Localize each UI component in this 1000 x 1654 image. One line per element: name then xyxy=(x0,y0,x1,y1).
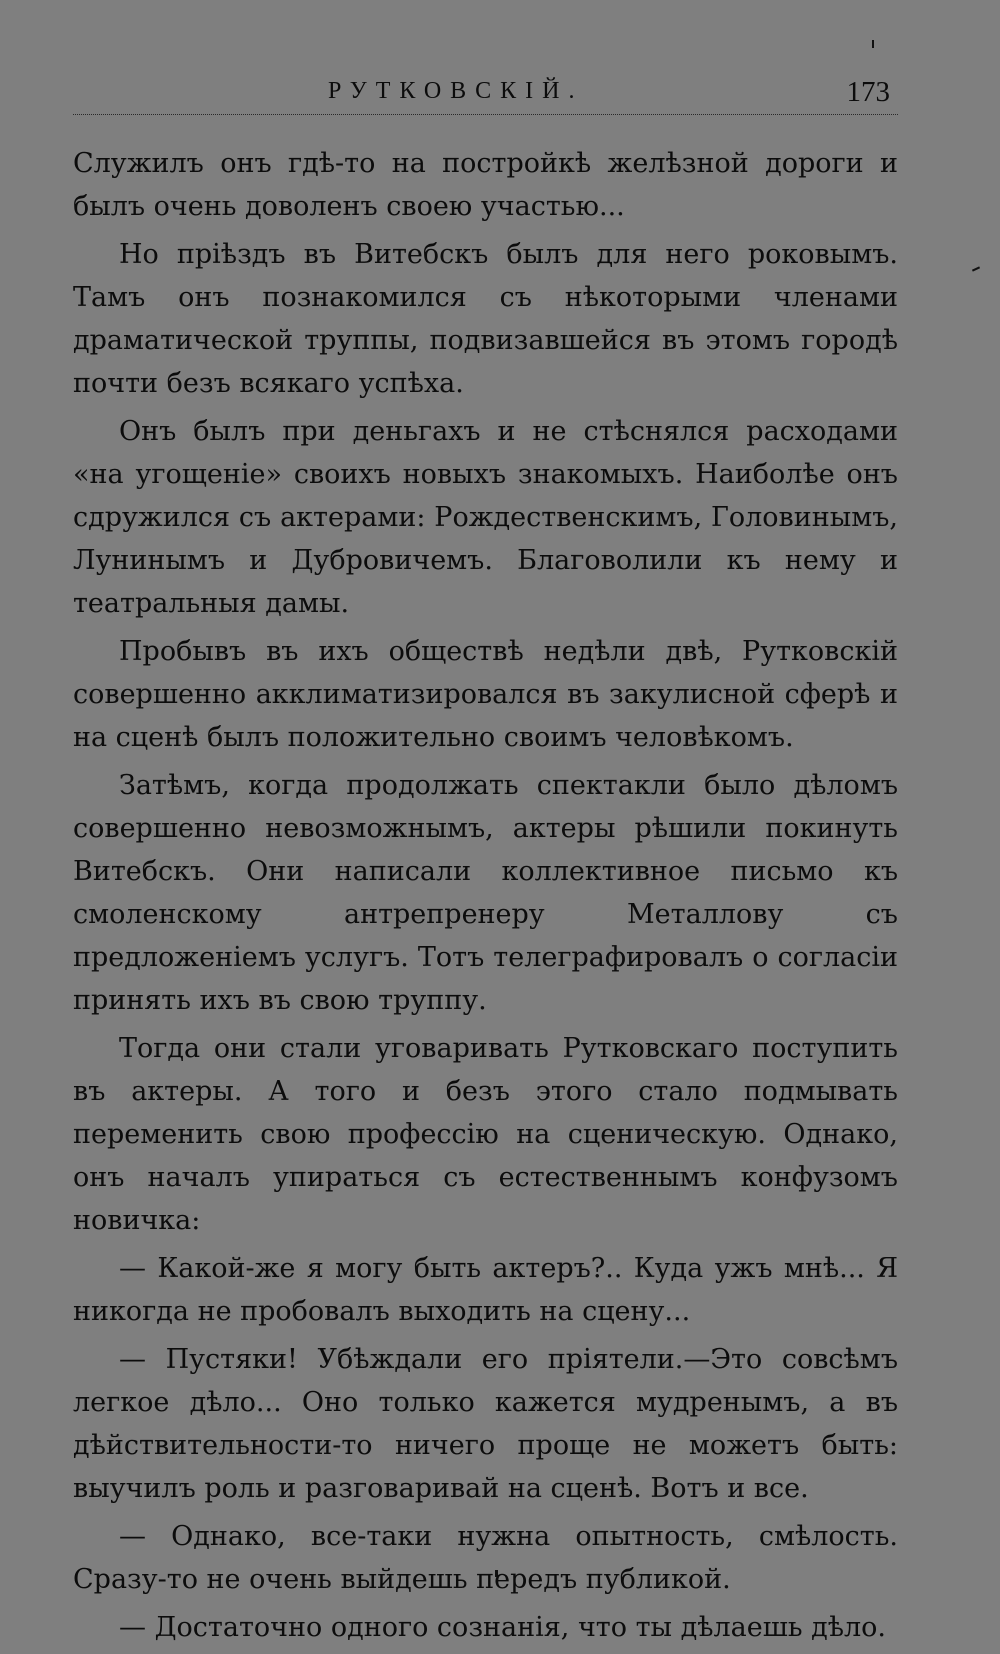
dialogue-line: — Достаточно одного сознанія, что ты дѣлаешь дѣло. xyxy=(119,1612,887,1643)
paragraph: Тогда они стали уговаривать Рутковскаго поступить въ актеры. А того и безъ этого стало подмывать переменить свою профессію на сценическую. Однако, онъ началъ упираться съ естественнымъ конфузомъ новичка: xyxy=(73,1033,898,1236)
running-title: РУТКОВСКІЙ. xyxy=(328,78,584,104)
page-number: 173 xyxy=(846,76,890,108)
dialogue-line: — Однако, все-таки нужна опытность, смѣлость. Сразу-то не очень выйдешь передъ публикой. xyxy=(73,1521,898,1595)
paragraph: Служилъ онъ гдѣ-то на постройкѣ желѣзной дороги и былъ очень доволенъ своею участью... xyxy=(73,148,898,222)
book-page xyxy=(73,70,898,1654)
dialogue-line: — Пустяки! Убѣждали его пріятели.—Это совсѣмъ легкое дѣло... Оно только кажется мудренымъ, а въ дѣйствительности-то ничего проще не можетъ быть: выучилъ роль и разговаривай на сценѣ. Вотъ и все. xyxy=(73,1344,898,1504)
dialogue-line: — Какой-же я могу быть актеръ?.. Куда ужъ мнѣ... Я никогда не пробовалъ выходить на сцену... xyxy=(73,1253,898,1327)
paragraph: Затѣмъ, когда продолжать спектакли было дѣломъ совершенно невозможнымъ, актеры рѣшили покинуть Витебскъ. Они написали коллективное письмо къ смоленскому антрепренеру Металлову съ предложеніемъ услугъ. Тотъ телеграфировалъ о согласіи принять ихъ въ свою труппу. xyxy=(73,770,898,1016)
body-text xyxy=(73,142,898,1649)
scan-speck xyxy=(872,40,874,48)
scan-speck xyxy=(972,266,980,271)
paragraph: Но пріѣздъ въ Витебскъ былъ для него роковымъ. Тамъ онъ познакомился съ нѣкоторыми членами драматической труппы, подвизавшейся въ этомъ городѣ почти безъ всякаго успѣха. xyxy=(73,239,898,399)
page-header xyxy=(73,70,898,115)
paragraph: Онъ былъ при деньгахъ и не стѣснялся расходами «на угощеніе» своихъ новыхъ знакомыхъ. Наиболѣе онъ сдружился съ актерами: Рождественскимъ, Головинымъ, Лунинымъ и Дубровичемъ. Благоволили къ нему и театральныя дамы. xyxy=(73,416,898,619)
paragraph: Пробывъ въ ихъ обществѣ недѣли двѣ, Рутковскій совершенно акклиматизировался въ закулисной сферѣ и на сценѣ былъ положительно своимъ человѣкомъ. xyxy=(73,636,898,753)
